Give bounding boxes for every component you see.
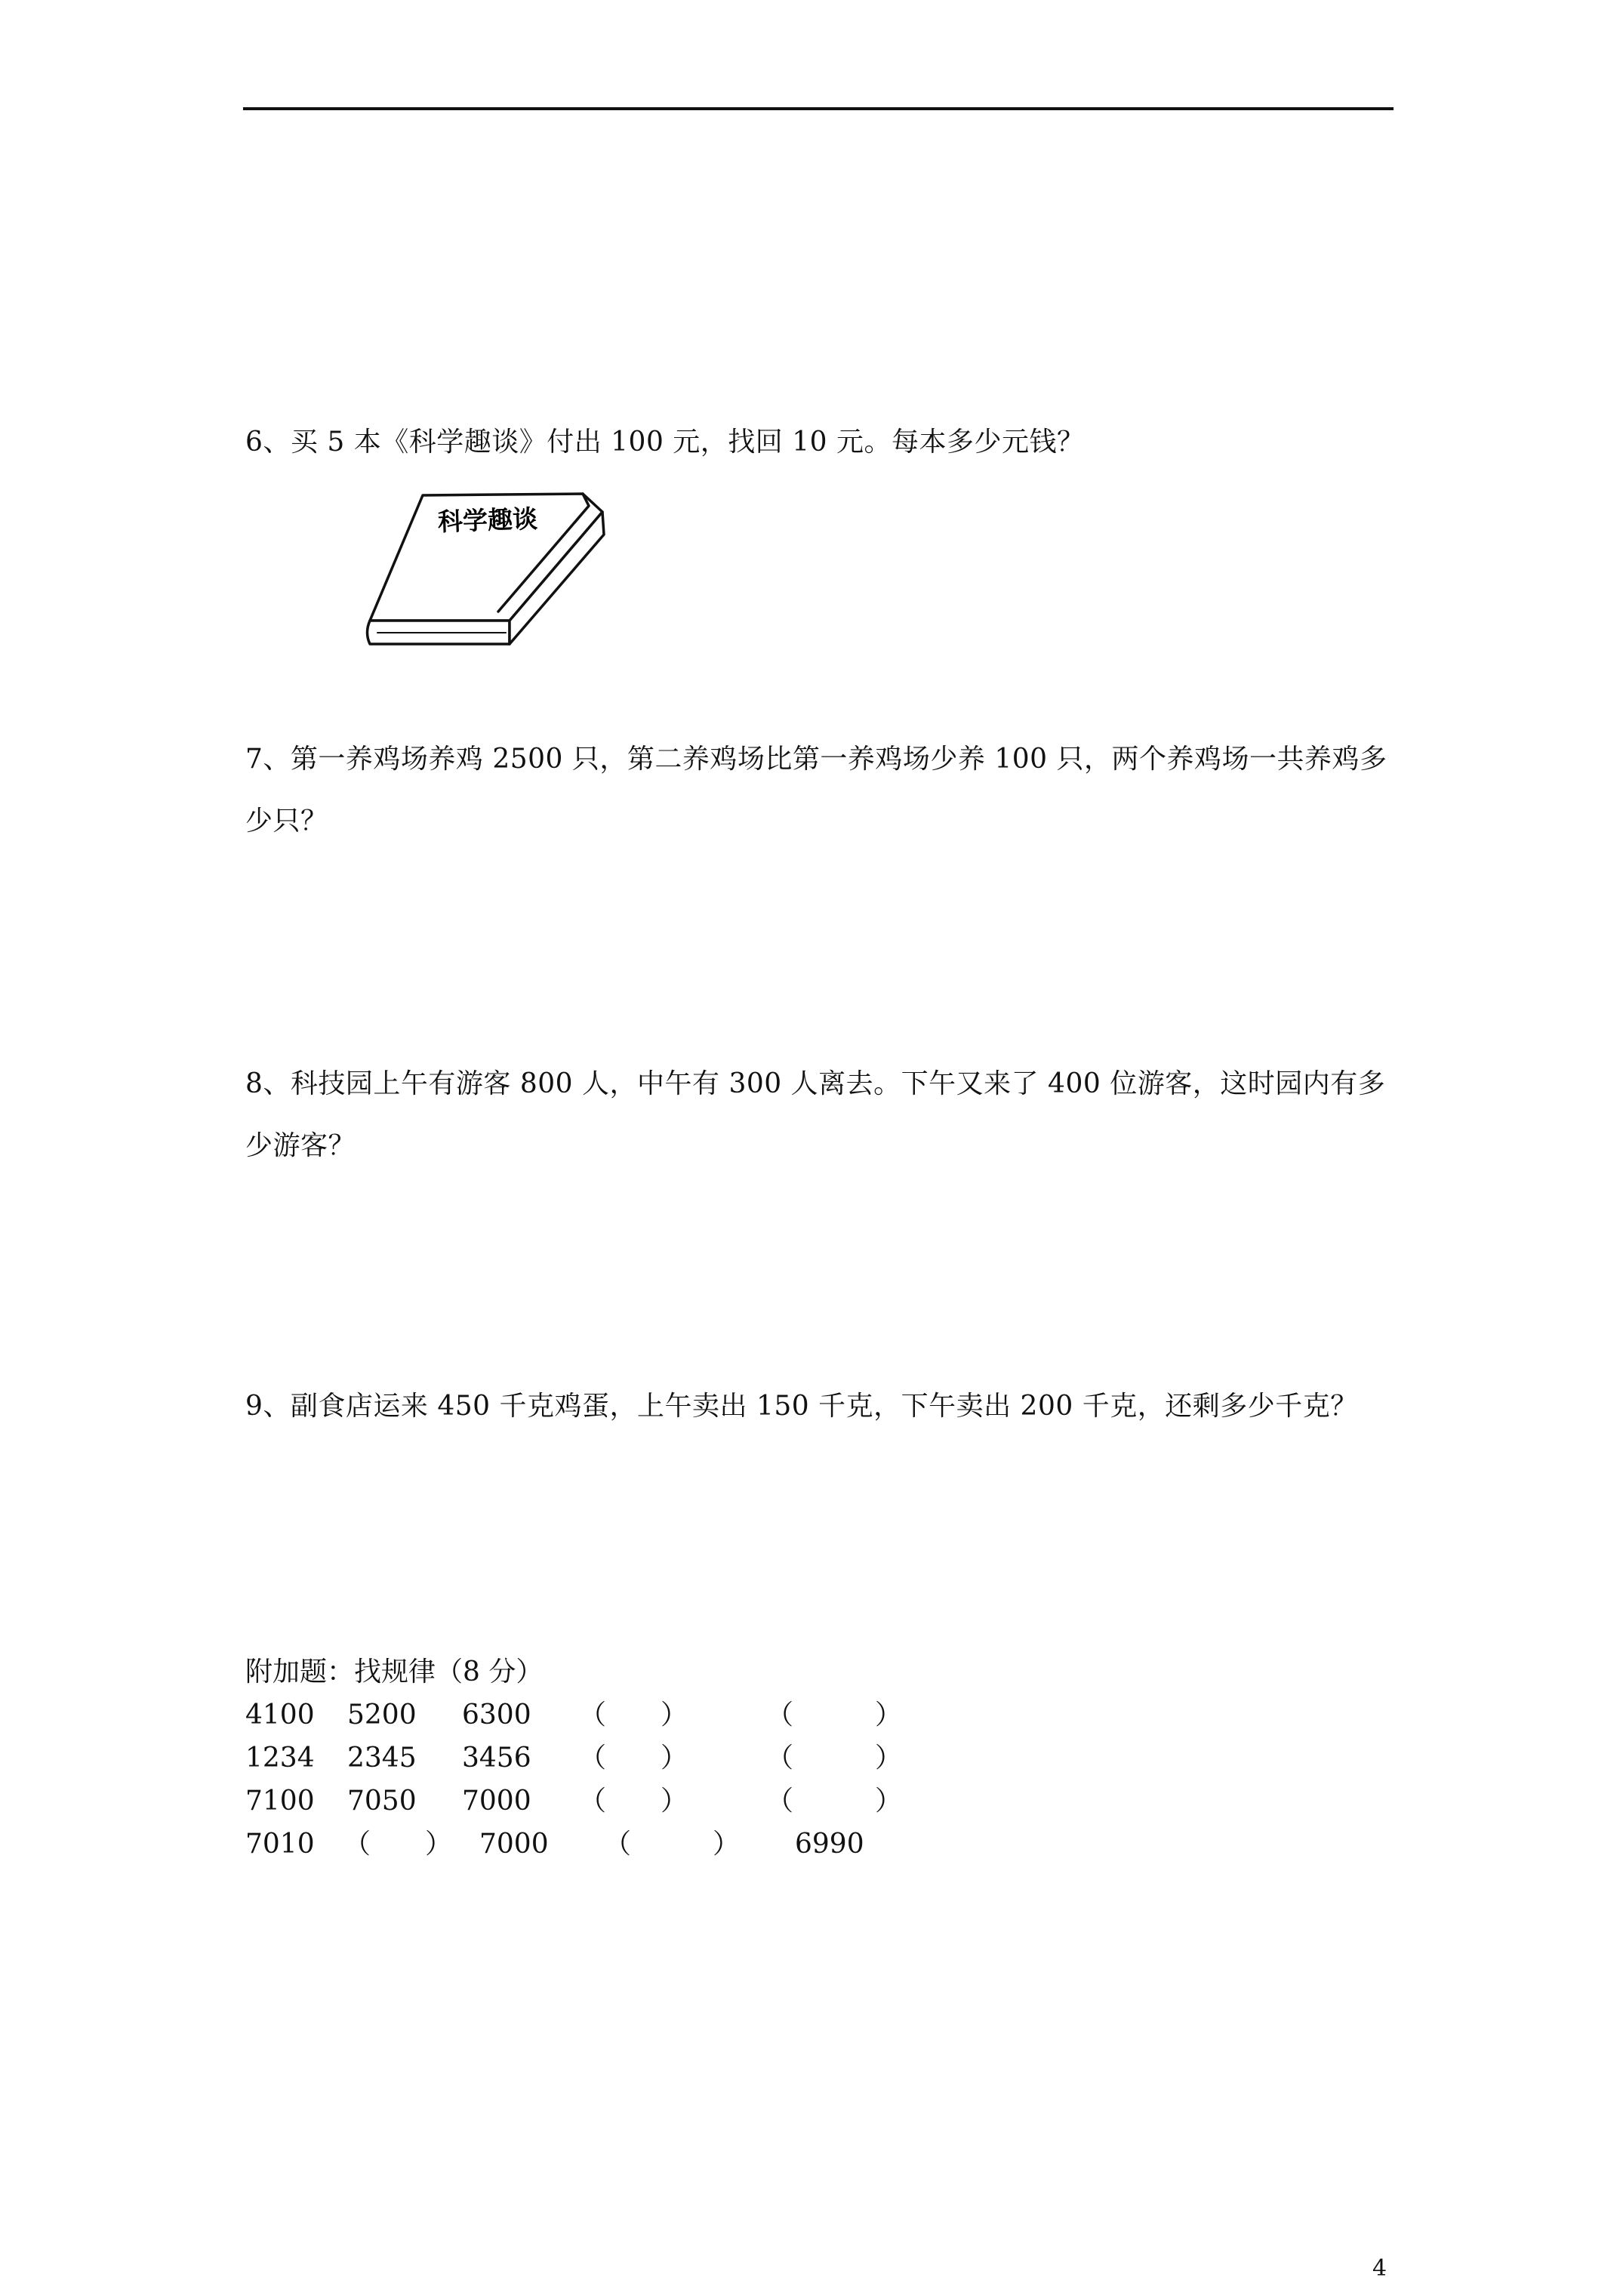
- question-9: 9、副食店运来 450 千克鸡蛋，上午卖出 150 千克，下午卖出 200 千克，还剩多少千克？: [245, 1391, 1358, 1422]
- sequence-row: [245, 1823, 1151, 1866]
- sequence-cell: 4100: [245, 1700, 315, 1730]
- answer-blank: （ ）: [766, 1700, 903, 1730]
- page-number: 4: [1372, 2255, 1387, 2282]
- sequence-cell: 7000: [462, 1786, 531, 1817]
- sequence-row: [245, 1737, 1151, 1780]
- bonus-title: 附加题：找规律（8 分）: [245, 1657, 544, 1687]
- sequence-cell: 2345: [347, 1743, 417, 1774]
- header-rule: [243, 107, 1394, 110]
- answer-blank: （ ）: [604, 1829, 741, 1860]
- sequence-row: [245, 1780, 1151, 1823]
- book-icon: [362, 491, 611, 657]
- sequence-cell: 7000: [479, 1829, 549, 1860]
- question-8: 8、科技园上午有游客 800 人，中午有 300 人离去。下午又来了 400 位游客，这时园内有多少游客？: [245, 1068, 1386, 1161]
- question-6: 6、买 5 本《科学趣谈》付出 100 元，找回 10 元。每本多少元钱？: [245, 427, 1085, 458]
- book-title: 科学趣谈: [437, 504, 538, 537]
- answer-blank: （ ）: [579, 1700, 688, 1730]
- answer-blank: （ ）: [766, 1786, 903, 1817]
- question-7: 7、第一养鸡场养鸡 2500 只，第二养鸡场比第一养鸡场少养 100 只，两个养鸡场一共养鸡多少只？: [245, 744, 1387, 837]
- sequence-cell: 7050: [347, 1786, 417, 1817]
- answer-blank: （ ）: [766, 1743, 903, 1774]
- answer-blank: （ ）: [343, 1829, 453, 1860]
- sequence-cell: 5200: [347, 1700, 417, 1730]
- answer-blank: （ ）: [579, 1743, 688, 1774]
- sequence-cell: 6300: [462, 1700, 531, 1730]
- sequence-cell: 1234: [245, 1743, 315, 1774]
- sequence-cell: 7100: [245, 1786, 315, 1817]
- sequence-cell: 7010: [245, 1829, 315, 1860]
- sequence-cell: 6990: [795, 1829, 864, 1860]
- sequence-cell: 3456: [462, 1743, 531, 1774]
- sequence-row: [245, 1694, 1151, 1737]
- answer-blank: （ ）: [579, 1786, 688, 1817]
